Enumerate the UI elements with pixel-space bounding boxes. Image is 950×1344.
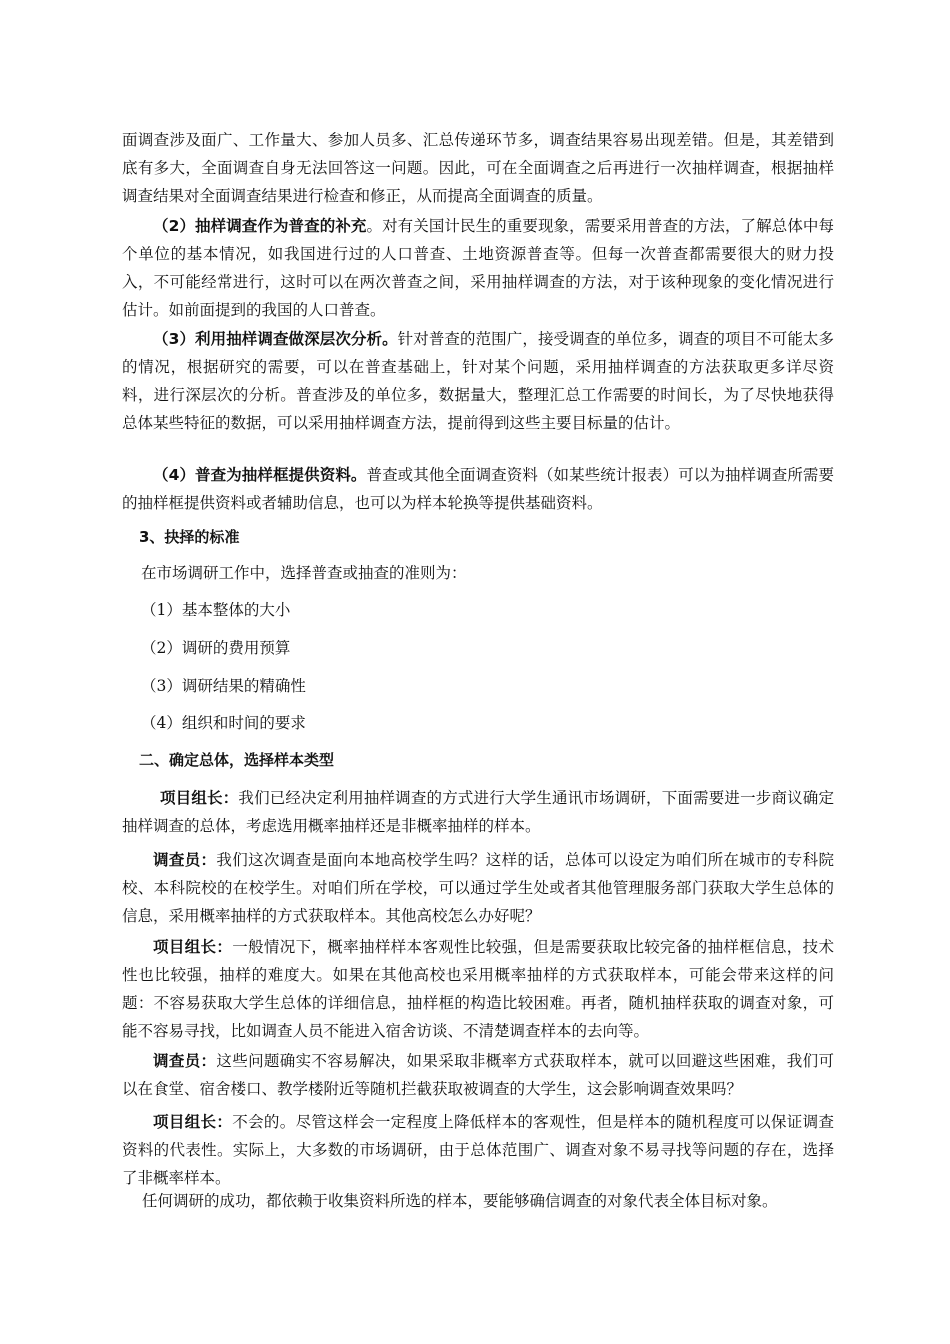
criteria-intro: 在市场调研工作中，选择普查或抽查的准则为： — [141, 564, 467, 582]
speaker-label: 调查员： — [153, 851, 217, 869]
closing-paragraph: 任何调研的成功，都依赖于收集资料所选的样本，要能够确信调查的对象代表全体目标对象。 — [142, 1192, 778, 1210]
speaker-label: 项目组长： — [153, 1113, 233, 1131]
dialog-turn — [122, 784, 834, 840]
dialog-turn — [122, 1047, 834, 1103]
paragraph-deep-analysis — [122, 325, 834, 437]
criteria-item: （1）基本整体的大小 — [141, 601, 291, 619]
dialog-turn — [122, 933, 834, 1045]
speaker-label: 调查员： — [153, 1052, 217, 1070]
dialog-turn — [122, 1108, 834, 1192]
dialog-text: 我们这次调查是面向本地高校学生吗？这样的话，总体可以设定为咱们所在城市的专科院校、本科院校的在校学生。对咱们所在学校，可以通过学生处或者其他管理服务部门获取大学生总体的信息，采用概率抽样的方式获取样本。其他高校怎么办好呢？ — [122, 851, 834, 925]
criteria-item: （2）调研的费用预算 — [141, 639, 291, 657]
paragraph-lead: （2）抽样调查作为普查的补充 — [153, 217, 367, 235]
section-heading-population: 二、确定总体，选择样本类型 — [139, 751, 335, 769]
paragraph-body: 针对普查的范围广，接受调查的单位多，调查的项目不可能太多的情况，根据研究的需要，可以在普查基础上，针对某个问题，采用抽样调查的方法获取更多详尽资料，进行深层次的分析。普查涉及的单位多，数据量大，整理汇总工作需要的时间长，为了尽快地获得总体某些特征的数据，可以采用抽样调查方法，提前得到这些主要目标量的估计。 — [122, 330, 834, 432]
dialog-turn — [122, 846, 834, 930]
dialog-text: 一般情况下，概率抽样样本客观性比较强，但是需要获取比较完备的抽样框信息，技术性也比较强，抽样的难度大。如果在其他高校也采用概率抽样的方式获取样本，可能会带来这样的问题：不容易获取大学生总体的详细信息，抽样框的构造比较困难。再者，随机抽样获取的调查对象，可能不容易寻找，比如调查人员不能进入宿舍访谈、不清楚调查样本的去向等。 — [122, 938, 834, 1040]
paragraph-lead: （4）普查为抽样框提供资料。 — [153, 466, 367, 484]
paragraph-body: 普查或其他全面调查资料（如某些统计报表）可以为抽样调查所需要的抽样框提供资料或者辅助信息，也可以为样本轮换等提供基础资料。 — [122, 466, 834, 512]
section-heading-criteria: 3、抉择的标准 — [139, 528, 240, 546]
dialog-text: 这些问题确实不容易解决，如果采取非概率方式获取样本，就可以回避这些困难，我们可以在食堂、宿舍楼口、教学楼附近等随机拦截获取被调查的大学生，这会影响调查效果吗？ — [122, 1052, 834, 1098]
paragraph-supplement — [122, 212, 834, 324]
speaker-label: 项目组长： — [153, 938, 233, 956]
dialog-text: 我们已经决定利用抽样调查的方式进行大学生通讯市场调研，下面需要进一步商议确定抽样调查的总体，考虑选用概率抽样还是非概率抽样的样本。 — [122, 789, 834, 835]
paragraph-overall-survey-check: 面调查涉及面广、工作量大、参加人员多、汇总传递环节多，调查结果容易出现差错。但是，其差错到底有多大，全面调查自身无法回答这一问题。因此，可在全面调查之后再进行一次抽样调查，根据抽样调查结果对全面调查结果进行检查和修正，从而提高全面调查的质量。 — [122, 131, 834, 205]
criteria-item: （3）调研结果的精确性 — [141, 677, 306, 695]
speaker-label: 项目组长： — [160, 789, 239, 807]
paragraph-lead: （3）利用抽样调查做深层次分析。 — [153, 330, 398, 348]
paragraph-sampling-frame — [122, 461, 834, 517]
criteria-item: （4）组织和时间的要求 — [141, 714, 306, 732]
paragraph-body: 。对有关国计民生的重要现象，需要采用普查的方法，了解总体中每个单位的基本情况，如我国进行过的人口普查、土地资源普查等。但每一次普查都需要很大的财力投入，不可能经常进行，这时可以在两次普查之间，采用抽样调查的方法，对于该种现象的变化情况进行估计。如前面提到的我国的人口普查。 — [122, 217, 834, 319]
dialog-text: 不会的。尽管这样会一定程度上降低样本的客观性，但是样本的随机程度可以保证调查资料的代表性。实际上，大多数的市场调研，由于总体范围广、调查对象不易寻找等问题的存在，选择了非概率样本。 — [122, 1113, 834, 1187]
